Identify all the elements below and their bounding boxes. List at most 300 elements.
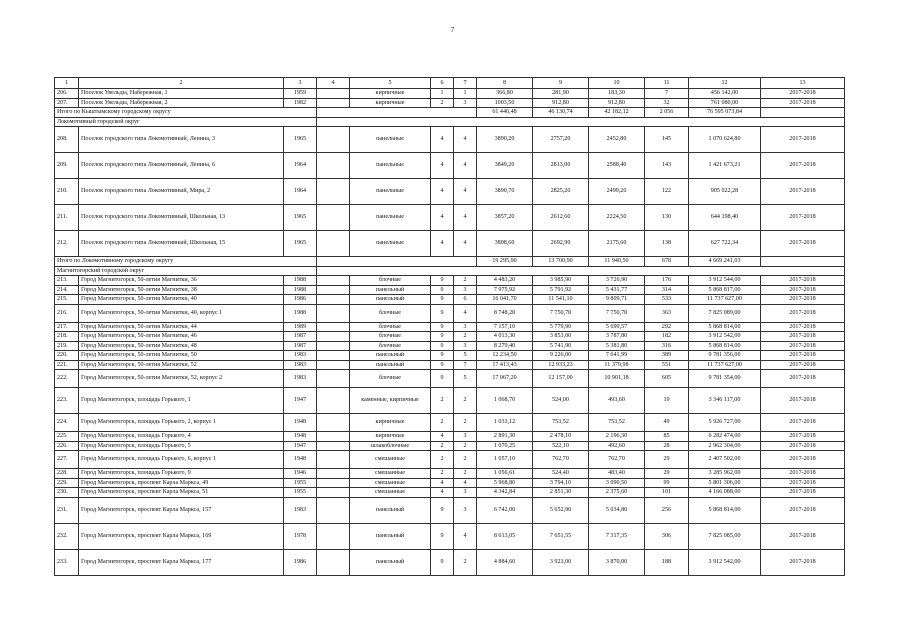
table-row [55, 89, 845, 99]
period: 2017-2018 [761, 351, 845, 361]
floors: 2 [431, 414, 454, 432]
table-row [55, 488, 845, 498]
address: Город Магнитогорск, 50-летия Магнитки, 52 [79, 360, 284, 370]
total-area: 1 033,12 [477, 414, 533, 432]
wall-material: панельный [350, 497, 431, 523]
period: 2017-2018 [761, 153, 845, 179]
floors: 9 [431, 370, 454, 388]
floors: 4 [431, 205, 454, 231]
residents: 306 [645, 523, 689, 549]
year-renovated [317, 276, 350, 286]
cost: 905 022,28 [689, 179, 761, 205]
cost: 11 737 627,00 [689, 360, 761, 370]
total-area: 366,80 [477, 89, 533, 99]
wall-material: кирпичные [350, 89, 431, 99]
total-area: 1 056,61 [477, 469, 533, 479]
period [761, 108, 845, 118]
living-area: 3 985,90 [533, 276, 589, 286]
subtotal-row [55, 108, 845, 118]
wall-material: кирпичные [350, 432, 431, 442]
residents: 389 [645, 351, 689, 361]
living-area: 524,40 [533, 469, 589, 479]
row-index: 217. [55, 322, 79, 332]
entrances: 4 [454, 127, 477, 153]
total-area: 6 742,00 [477, 497, 533, 523]
column-number-3: 3 [284, 78, 317, 89]
living-area: 3 794,10 [533, 478, 589, 488]
entrances: 2 [454, 441, 477, 451]
entrances: 5 [454, 370, 477, 388]
cost: 5 868 817,00 [689, 285, 761, 295]
period: 2017-2018 [761, 523, 845, 549]
section-title: Магнитогорский городской округ [55, 266, 317, 276]
cost: 1 070 624,80 [689, 127, 761, 153]
address: Город Магнитогорск, проспект Карла Маркса, 177 [79, 549, 284, 575]
table-row [55, 370, 845, 388]
period [761, 257, 845, 267]
residential-area: 11 940,50 [589, 257, 645, 267]
period: 2017-2018 [761, 98, 845, 108]
residents: 7 [645, 89, 689, 99]
wall-material: панельный [350, 295, 431, 305]
floors: 9 [431, 295, 454, 305]
floors: 9 [431, 523, 454, 549]
wall-material: панельные [350, 205, 431, 231]
living-area: 753,52 [533, 414, 589, 432]
row-index: 220. [55, 351, 79, 361]
floors: 9 [431, 332, 454, 342]
cost: 627 722,34 [689, 231, 761, 257]
address: Город Магнитогорск, проспект Карла Маркса, 49 [79, 478, 284, 488]
row-index: 211. [55, 205, 79, 231]
entrances: 4 [454, 478, 477, 488]
cost: 6 282 474,00 [689, 432, 761, 442]
residential-area: 11 379,98 [589, 360, 645, 370]
entrances: 4 [454, 205, 477, 231]
living-area: 2825,20 [533, 179, 589, 205]
entrances: 3 [454, 98, 477, 108]
year-renovated [317, 432, 350, 442]
entrances: 4 [454, 523, 477, 549]
residential-area: 912,80 [589, 98, 645, 108]
year-built: 1959 [284, 89, 317, 99]
floors: 9 [431, 341, 454, 351]
floors: 1 [431, 89, 454, 99]
column-number-1: 1 [55, 78, 79, 89]
row-index: 215. [55, 295, 79, 305]
living-area: 281,90 [533, 89, 589, 99]
residential-area: 3 090,50 [589, 478, 645, 488]
residents: 188 [645, 549, 689, 575]
year-renovated [317, 322, 350, 332]
wall-material: смешанные [350, 478, 431, 488]
table-row [55, 205, 845, 231]
entrances: 3 [454, 488, 477, 498]
wall-material: панельный [350, 549, 431, 575]
entrances: 3 [454, 432, 477, 442]
year-renovated [317, 451, 350, 469]
living-area: 11 541,10 [533, 295, 589, 305]
year-renovated [317, 231, 350, 257]
living-area: 2813,00 [533, 153, 589, 179]
floors: 9 [431, 285, 454, 295]
total-area: 61 446,48 [477, 108, 533, 118]
section-row [55, 266, 845, 276]
page-number: 7 [450, 26, 455, 34]
period: 2017-2018 [761, 441, 845, 451]
wall-material: панельный [350, 351, 431, 361]
row-index: 209. [55, 153, 79, 179]
row-index: 224. [55, 414, 79, 432]
year-renovated [317, 98, 350, 108]
residents: 314 [645, 285, 689, 295]
living-area: 912,80 [533, 98, 589, 108]
residents: 256 [645, 497, 689, 523]
table-row [55, 127, 845, 153]
table-row [55, 332, 845, 342]
entrances: 3 [454, 497, 477, 523]
wall-material: блочные [350, 304, 431, 322]
column-number-8: 8 [477, 78, 533, 89]
year-built: 1987 [284, 341, 317, 351]
floors: 4 [431, 432, 454, 442]
entrances: 2 [454, 451, 477, 469]
year-renovated [317, 89, 350, 99]
period: 2017-2018 [761, 295, 845, 305]
residential-area: 5 034,80 [589, 497, 645, 523]
period: 2017-2018 [761, 414, 845, 432]
year-built: 1946 [284, 469, 317, 479]
column-number-2: 2 [79, 78, 284, 89]
floors: 9 [431, 322, 454, 332]
table-row [55, 451, 845, 469]
year-built: 1987 [284, 332, 317, 342]
subtotal-row [55, 257, 845, 267]
residential-area: 2224,50 [589, 205, 645, 231]
total-area: 3849,20 [477, 153, 533, 179]
year-renovated [317, 388, 350, 414]
residential-area: 42 182,12 [589, 108, 645, 118]
residents: 605 [645, 370, 689, 388]
residential-area: 10 901,18 [589, 370, 645, 388]
entrances: 4 [454, 179, 477, 205]
cost: 3 346 117,00 [689, 388, 761, 414]
entrances: 1 [454, 89, 477, 99]
residents: 182 [645, 332, 689, 342]
period: 2017-2018 [761, 179, 845, 205]
living-area: 2 851,30 [533, 488, 589, 498]
cost: 5 868 814,00 [689, 497, 761, 523]
year-renovated [317, 179, 350, 205]
subtotal-label: Итого по Локомотивному городскому округу [55, 257, 317, 267]
living-area: 12 933,23 [533, 360, 589, 370]
address: Город Магнитогорск, площадь Горького, 6, корпус 1 [79, 451, 284, 469]
table-row [55, 276, 845, 286]
row-index: 226. [55, 441, 79, 451]
table-row [55, 322, 845, 332]
address: Поселок городского типа Локомотивный, Мира, 2 [79, 179, 284, 205]
year-renovated [317, 478, 350, 488]
period: 2017-2018 [761, 469, 845, 479]
total-area: 1003,50 [477, 98, 533, 108]
address: Город Магнитогорск, 50-летия Магнитки, 48 [79, 341, 284, 351]
row-index: 212. [55, 231, 79, 257]
residents: 292 [645, 322, 689, 332]
row-index: 222. [55, 370, 79, 388]
floors: 4 [431, 153, 454, 179]
subtotal-label: Итого по Кыштымскому городскому округу [55, 108, 317, 118]
living-area: 12 157,00 [533, 370, 589, 388]
wall-material: блочные [350, 322, 431, 332]
residential-area: 7 317,35 [589, 523, 645, 549]
floors: 4 [431, 488, 454, 498]
section-title: Локомотивный городской округ [55, 117, 317, 127]
total-area: 17 413,43 [477, 360, 533, 370]
row-index: 229. [55, 478, 79, 488]
cost: 456 142,00 [689, 89, 761, 99]
residents: 533 [645, 295, 689, 305]
row-index: 213. [55, 276, 79, 286]
residents: 176 [645, 276, 689, 286]
row-index: 221. [55, 360, 79, 370]
address: Город Магнитогорск, площадь Горького, 1 [79, 388, 284, 414]
row-index: 208. [55, 127, 79, 153]
year-built: 1955 [284, 488, 317, 498]
residents: 138 [645, 231, 689, 257]
cost: 9 781 354,00 [689, 370, 761, 388]
period: 2017-2018 [761, 478, 845, 488]
address: Город Магнитогорск, 50-летия Магнитки, 52, корпус 2 [79, 370, 284, 388]
period: 2017-2018 [761, 285, 845, 295]
table-row [55, 388, 845, 414]
residents: 363 [645, 304, 689, 322]
table-row [55, 341, 845, 351]
floors: 2 [431, 469, 454, 479]
header-row [55, 78, 845, 89]
living-area: 522,10 [533, 441, 589, 451]
entrances: 4 [454, 153, 477, 179]
period: 2017-2018 [761, 451, 845, 469]
wall-material: смешанные [350, 451, 431, 469]
cost: 761 080,00 [689, 98, 761, 108]
residents: 32 [645, 98, 689, 108]
residential-area: 2588,40 [589, 153, 645, 179]
wall-material: смешанные [350, 469, 431, 479]
table-row [55, 478, 845, 488]
residents: 49 [645, 414, 689, 432]
entrances: 3 [454, 285, 477, 295]
row-index: 232. [55, 523, 79, 549]
living-area: 762,70 [533, 451, 589, 469]
year-built: 1947 [284, 441, 317, 451]
total-area: 4 483,20 [477, 276, 533, 286]
table-row [55, 153, 845, 179]
address: Город Магнитогорск, 50-летия Магнитки, 38 [79, 285, 284, 295]
year-built: 1965 [284, 127, 317, 153]
wall-material: каменные, кирпичные [350, 388, 431, 414]
year-renovated [317, 414, 350, 432]
residents: 28 [645, 441, 689, 451]
period: 2017-2018 [761, 388, 845, 414]
cost: 5 801 306,00 [689, 478, 761, 488]
year-built: 1986 [284, 295, 317, 305]
period: 2017-2018 [761, 205, 845, 231]
living-area: 3 853,00 [533, 332, 589, 342]
residents: 99 [645, 478, 689, 488]
residential-area: 2 375,60 [589, 488, 645, 498]
table-row [55, 351, 845, 361]
cost: 7 825 085,00 [689, 523, 761, 549]
year-renovated [317, 469, 350, 479]
living-area: 46 130,74 [533, 108, 589, 118]
cost: 7 825 089,00 [689, 304, 761, 322]
table-row [55, 231, 845, 257]
floors: 9 [431, 304, 454, 322]
column-number-12: 12 [689, 78, 761, 89]
wall-material: шлакоблочные [350, 441, 431, 451]
total-area: 4 013,30 [477, 332, 533, 342]
table-row [55, 179, 845, 205]
period: 2017-2018 [761, 432, 845, 442]
year-built: 1964 [284, 153, 317, 179]
wall-material: кирпичные [350, 414, 431, 432]
year-built: 1983 [284, 370, 317, 388]
address: Город Магнитогорск, 50-летия Магнитки, 36 [79, 276, 284, 286]
address: Поселок городского типа Локомотивный, Школьная, 15 [79, 231, 284, 257]
total-area: 2 891,30 [477, 432, 533, 442]
wall-material: панельные [350, 153, 431, 179]
wall-material: блочные [350, 341, 431, 351]
address: Город Магнитогорск, проспект Карла Маркса, 157 [79, 497, 284, 523]
wall-material: блочные [350, 370, 431, 388]
table-row [55, 98, 845, 108]
cost: 1 421 673,21 [689, 153, 761, 179]
entrances: 4 [454, 231, 477, 257]
total-area: 3890,20 [477, 127, 533, 153]
row-index: 214. [55, 285, 79, 295]
table-row [55, 523, 845, 549]
living-area: 2692,90 [533, 231, 589, 257]
year-renovated [317, 304, 350, 322]
living-area: 2612,60 [533, 205, 589, 231]
year-built: 1988 [284, 276, 317, 286]
floors: 4 [431, 478, 454, 488]
period: 2017-2018 [761, 341, 845, 351]
residents: 678 [645, 257, 689, 267]
entrances: 2 [454, 388, 477, 414]
floors: 4 [431, 127, 454, 153]
residents: 2 056 [645, 108, 689, 118]
period: 2017-2018 [761, 332, 845, 342]
wall-material: блочные [350, 332, 431, 342]
cost: 3 912 544,00 [689, 276, 761, 286]
cost: 2 962 304,00 [689, 441, 761, 451]
living-area: 2757,20 [533, 127, 589, 153]
entrances: 3 [454, 322, 477, 332]
year-built: 1988 [284, 304, 317, 322]
year-built: 1947 [284, 388, 317, 414]
cost: 5 868 814,00 [689, 322, 761, 332]
living-area: 5 791,92 [533, 285, 589, 295]
table-row [55, 469, 845, 479]
residential-area: 2175,60 [589, 231, 645, 257]
total-area: 12 234,50 [477, 351, 533, 361]
cost: 4 669 241,03 [689, 257, 761, 267]
address: Город Магнитогорск, 50-летия Магнитки, 40, корпус 1 [79, 304, 284, 322]
floors: 9 [431, 351, 454, 361]
entrances: 4 [454, 304, 477, 322]
year-built: 1983 [284, 351, 317, 361]
residents: 551 [645, 360, 689, 370]
address: Поселок городского типа Локомотивный, Ленина, 6 [79, 153, 284, 179]
cost: 9 781 356,00 [689, 351, 761, 361]
entrances: 5 [454, 351, 477, 361]
total-area: 1 070,25 [477, 441, 533, 451]
year-renovated [317, 351, 350, 361]
row-index: 230. [55, 488, 79, 498]
period: 2017-2018 [761, 231, 845, 257]
residential-area: 5 381,80 [589, 341, 645, 351]
living-area: 7 651,55 [533, 523, 589, 549]
residential-area: 3 787,80 [589, 332, 645, 342]
row-index: 231. [55, 497, 79, 523]
year-renovated [317, 127, 350, 153]
residents: 145 [645, 127, 689, 153]
residents: 85 [645, 432, 689, 442]
entrances: 2 [454, 332, 477, 342]
year-built: 1948 [284, 414, 317, 432]
entrances: 3 [454, 341, 477, 351]
residents: 316 [645, 341, 689, 351]
row-index: 227. [55, 451, 79, 469]
cost: 4 166 088,00 [689, 488, 761, 498]
living-area: 13 700,90 [533, 257, 589, 267]
entrances: 7 [454, 360, 477, 370]
year-renovated [317, 441, 350, 451]
cost: 11 737 627,00 [689, 295, 761, 305]
column-number-10: 10 [589, 78, 645, 89]
year-built: 1986 [284, 549, 317, 575]
table-row [55, 304, 845, 322]
residents: 29 [645, 451, 689, 469]
wall-material: блочные [350, 276, 431, 286]
row-index: 218. [55, 332, 79, 342]
living-area: 9 226,00 [533, 351, 589, 361]
year-built: 1948 [284, 451, 317, 469]
residents: 101 [645, 488, 689, 498]
year-renovated [317, 153, 350, 179]
column-number-13: 13 [761, 78, 845, 89]
total-area: 7 975,92 [477, 285, 533, 295]
empty-cell [317, 117, 845, 127]
year-renovated [317, 295, 350, 305]
column-number-5: 5 [350, 78, 431, 89]
table-row [55, 432, 845, 442]
address: Город Магнитогорск, проспект Карла Маркса, 169 [79, 523, 284, 549]
wall-material: панельный [350, 285, 431, 295]
living-area: 2 478,10 [533, 432, 589, 442]
year-renovated [317, 370, 350, 388]
total-area: 8 613,05 [477, 523, 533, 549]
year-built: 1983 [284, 360, 317, 370]
cost: 2 407 502,00 [689, 451, 761, 469]
residential-area: 2452,80 [589, 127, 645, 153]
table-row [55, 360, 845, 370]
row-index: 206. [55, 89, 79, 99]
total-area: 1 057,10 [477, 451, 533, 469]
table-row [55, 497, 845, 523]
year-renovated [317, 497, 350, 523]
